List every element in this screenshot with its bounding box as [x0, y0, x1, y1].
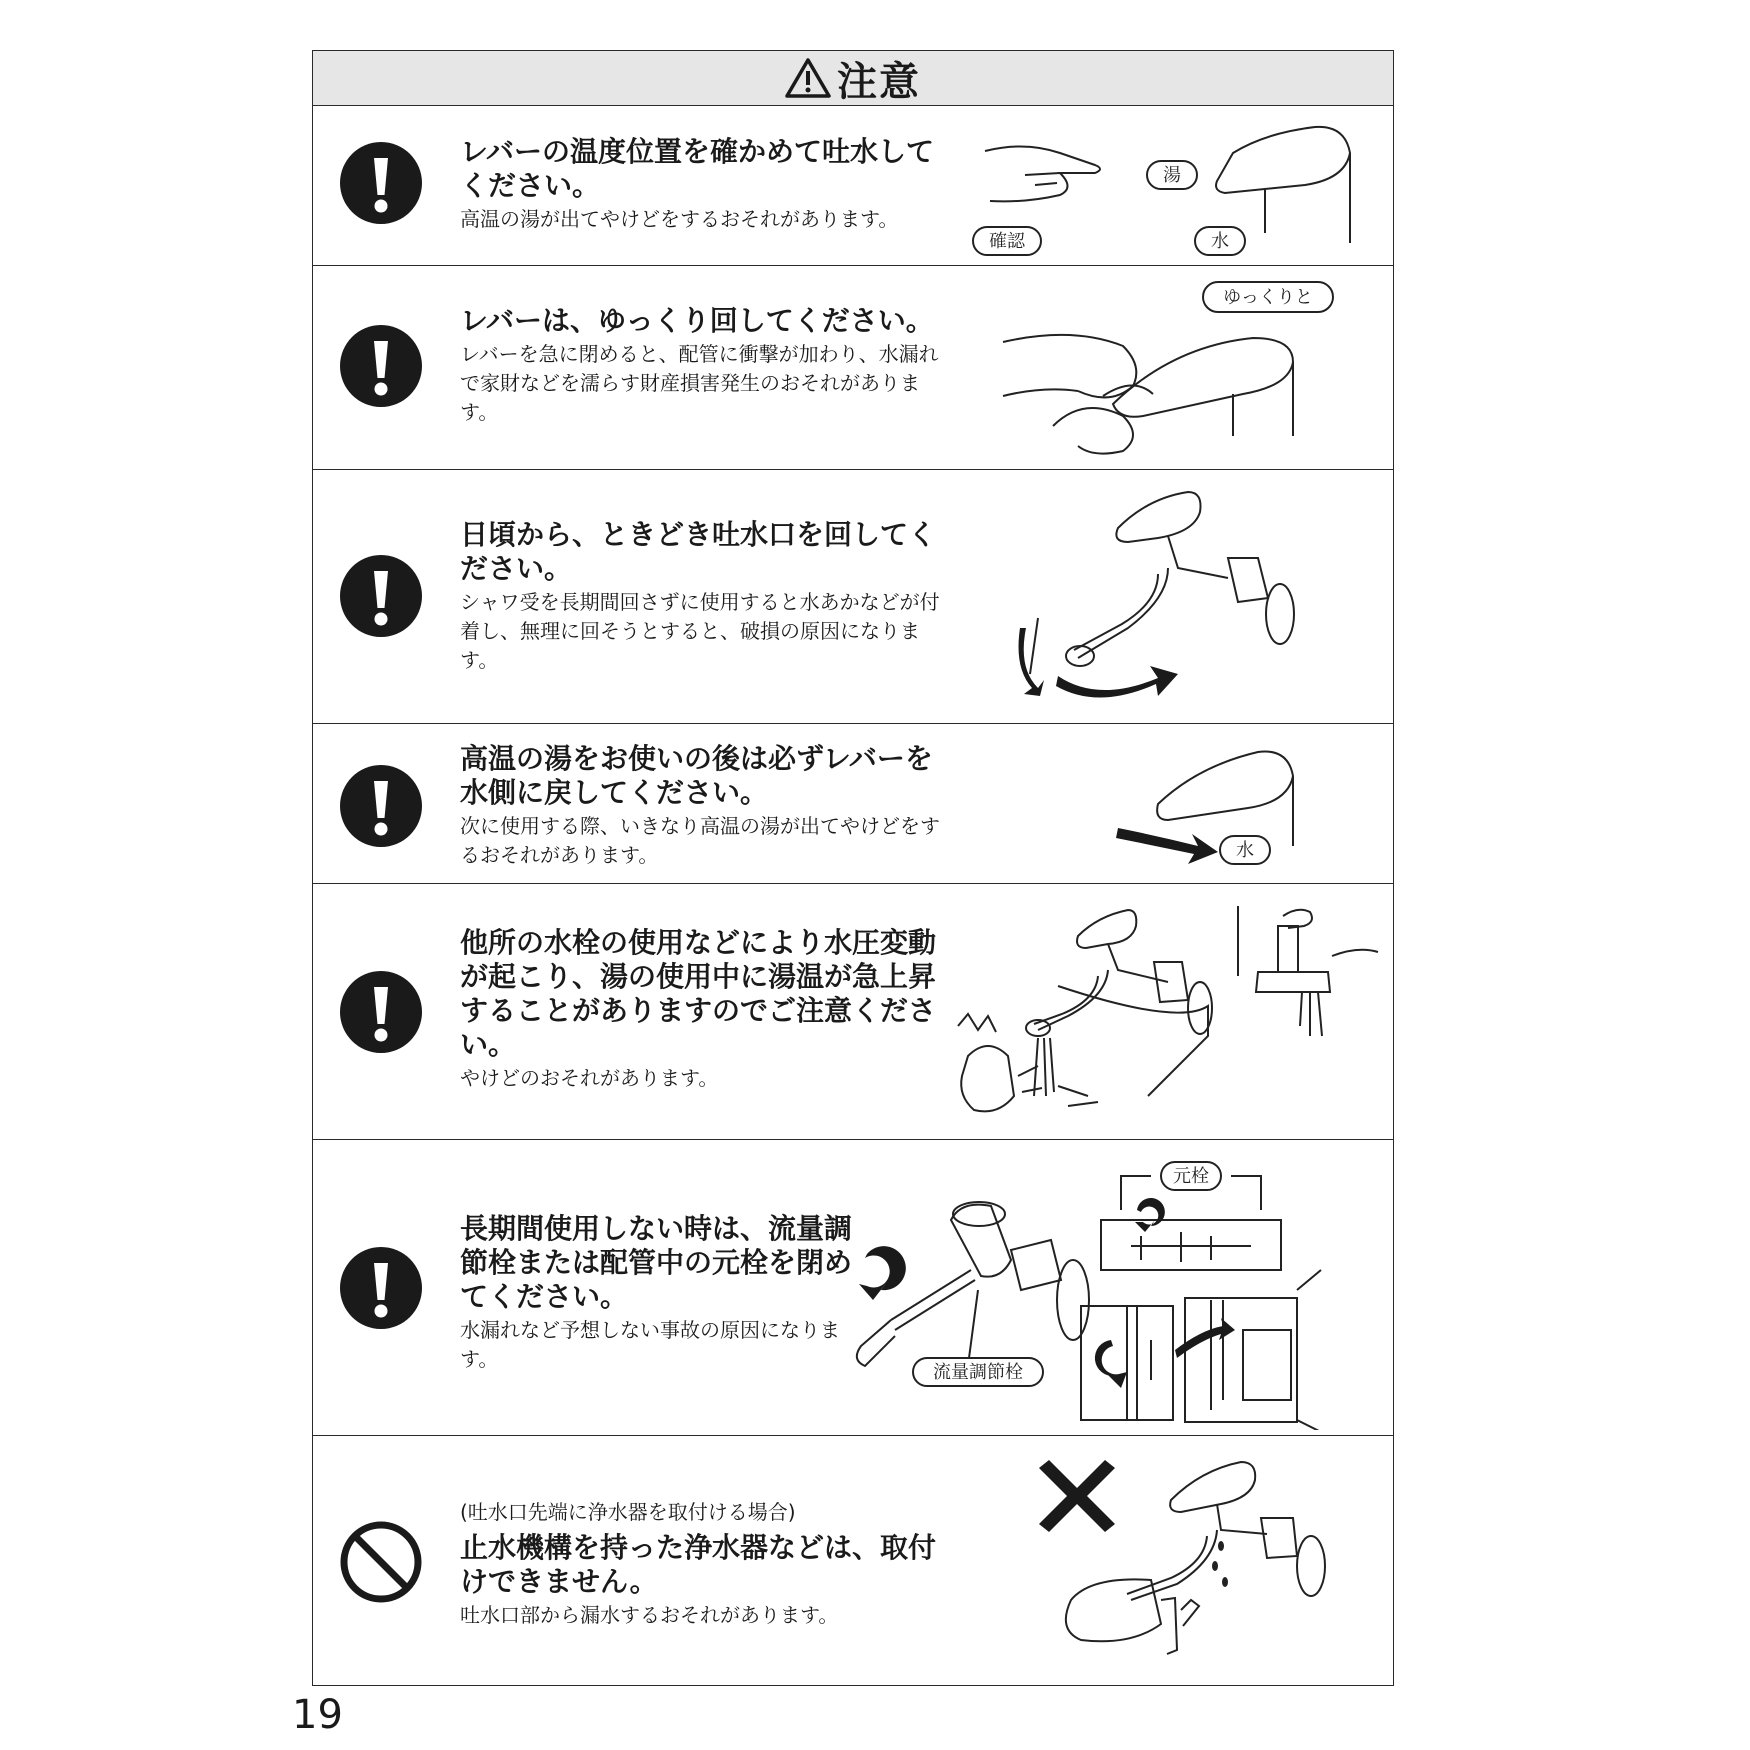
- lever-slowly-illustration: [993, 276, 1383, 466]
- caution-row-5: [313, 884, 1393, 1140]
- row-6-text: [460, 1212, 860, 1374]
- header-title: 注意: [837, 58, 921, 105]
- warning-triangle-icon: [785, 57, 831, 99]
- row-1-heading: レバーの温度位置を確かめて吐水してください。: [460, 135, 935, 202]
- row-6-heading: 長期間使用しない時は、流量調節栓または配管中の元栓を閉めてください。: [460, 1212, 853, 1313]
- prohibit-icon: [339, 1520, 423, 1604]
- cold-label: 水: [1211, 231, 1229, 252]
- caution-row-2: [313, 266, 1393, 470]
- row-4-detail: 次に使用する際、いきなり高温の湯が出てやけどをするおそれがあります。: [460, 814, 940, 867]
- flow-valve-label: 流量調節栓: [933, 1362, 1023, 1383]
- row-3-text: [460, 518, 940, 675]
- row-7-heading: 止水機構を持った浄水器などは、取付けできません。: [460, 1531, 937, 1598]
- row-5-text: [460, 926, 940, 1093]
- caution-row-1: [313, 105, 1393, 266]
- slowly-label: ゆっくりと: [1223, 287, 1313, 308]
- lever-to-cold-illustration: [1058, 736, 1378, 876]
- caution-row-7: [313, 1436, 1393, 1687]
- row-1-text: [460, 135, 940, 234]
- page-number: 19: [292, 1692, 343, 1738]
- caution-row-6: [313, 1140, 1393, 1436]
- confirm-label: 確認: [989, 231, 1025, 252]
- rotate-spout-illustration: [1018, 478, 1378, 718]
- row-5-detail: やけどのおそれがあります。: [460, 1066, 719, 1090]
- row-2-text: [460, 304, 940, 427]
- mandatory-icon: [339, 970, 423, 1054]
- row-7-detail: 吐水口部から漏水するおそれがあります。: [460, 1603, 839, 1627]
- pressure-change-illustration: [938, 896, 1388, 1132]
- caution-row-3: [313, 470, 1393, 724]
- row-7-text: [460, 1496, 940, 1630]
- mandatory-icon: [339, 141, 423, 225]
- row-7-condition: (吐水口先端に浄水器を取付ける場合): [460, 1500, 796, 1524]
- mandatory-icon: [339, 764, 423, 848]
- mandatory-icon: [339, 1246, 423, 1330]
- water-purifier-prohibited-illustration: [1031, 1450, 1381, 1680]
- row-5-heading: 他所の水栓の使用などにより水圧変動が起こり、湯の使用中に湯温が急上昇することがありますのでご注意ください。: [460, 926, 937, 1061]
- mandatory-icon: [339, 324, 423, 408]
- caution-row-4: [313, 724, 1393, 884]
- row-3-detail: シャワ受を長期間回さずに使用すると水あかなどが付着し、無理に回そうとすると、破損の原因になります。: [460, 590, 940, 672]
- mandatory-icon: [339, 554, 423, 638]
- cold-label: 水: [1236, 840, 1254, 861]
- row-1-detail: 高温の湯が出てやけどをするおそれがあります。: [460, 207, 899, 231]
- lever-temperature-illustration: [965, 113, 1385, 263]
- row-2-heading: レバーは、ゆっくり回してください。: [460, 304, 934, 337]
- caution-header: [313, 51, 1393, 106]
- row-4-text: [460, 742, 940, 870]
- caution-frame: [312, 50, 1394, 1686]
- close-valve-illustration: [851, 1150, 1391, 1430]
- hot-label: 湯: [1163, 165, 1181, 186]
- row-4-heading: 高温の湯をお使いの後は必ずレバーを水側に戻してください。: [460, 742, 933, 809]
- row-2-detail: レバーを急に閉めると、配管に衝撃が加わり、水漏れで家財などを濡らす財産損害発生のおそれがあります。: [460, 342, 939, 424]
- main-valve-label: 元栓: [1173, 1166, 1209, 1187]
- row-3-heading: 日頃から、ときどき吐水口を回してください。: [460, 518, 937, 585]
- row-6-detail: 水漏れなど予想しない事故の原因になります。: [460, 1318, 840, 1371]
